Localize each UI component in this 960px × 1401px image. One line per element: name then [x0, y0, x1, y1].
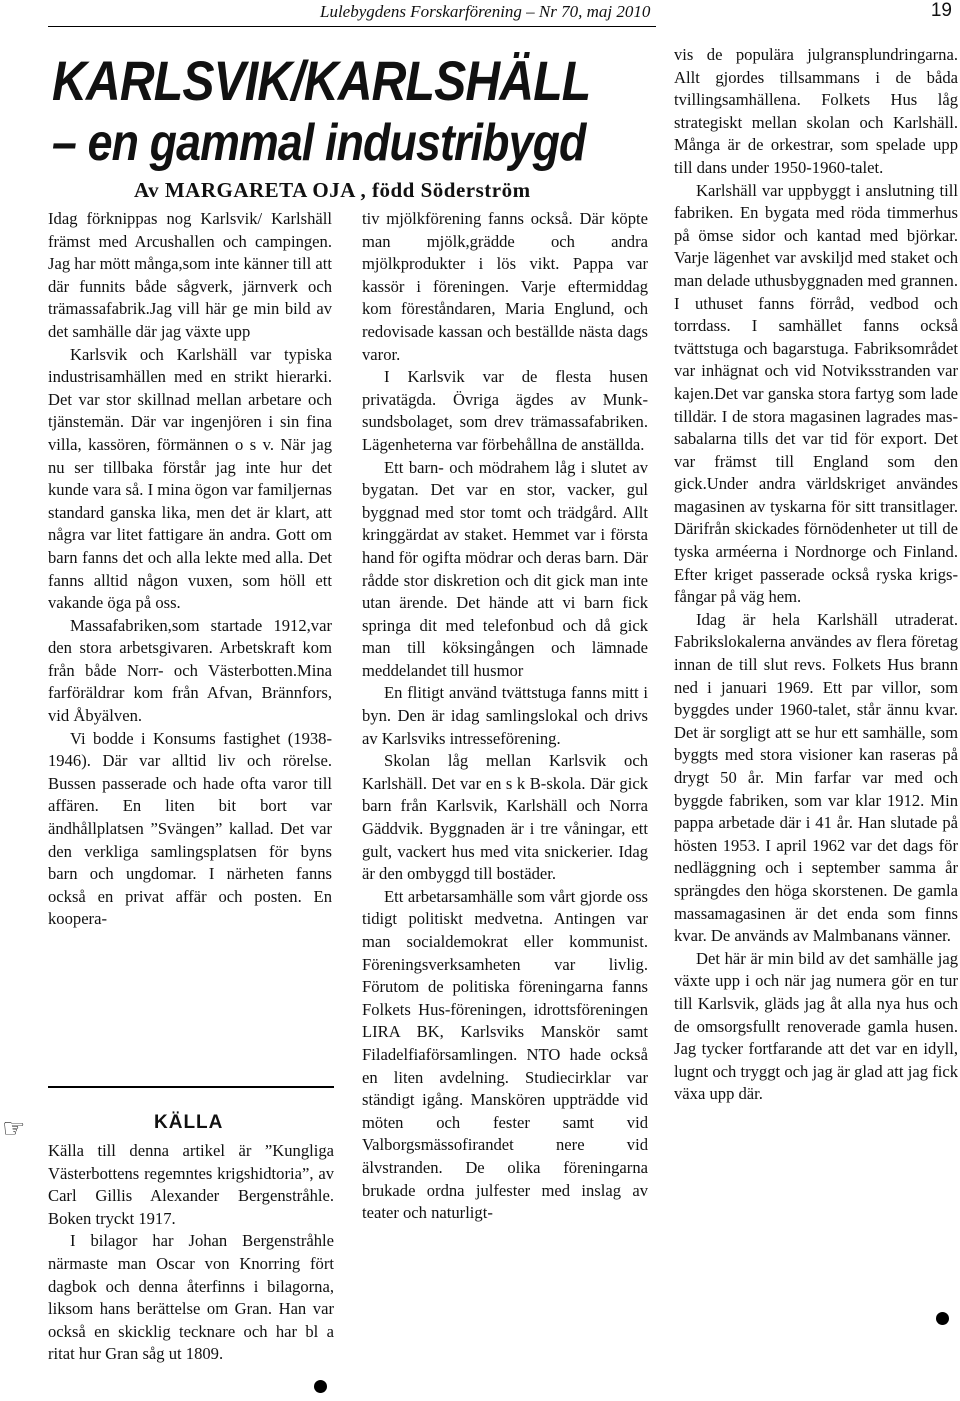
article-subtitle: – en gammal industribygd [52, 114, 586, 172]
paragraph: Det här är min bild av det samhälle jag växte upp i och när jag numera gör en tur till Karlsvik, gläds jag åt alla nya hus och de omsorgsfullt renoverade gamla husen. Jag tycker fortfarande att det var en idyll, lugnt och tryggt och jag är glad att jag fick växa upp där. [674, 948, 958, 1104]
section-divider [48, 1086, 334, 1088]
journal-title: Lulebygdens Forskarförening – Nr 70, maj 2010 [320, 2, 651, 21]
paragraph: Vi bodde i Konsums fastighet (1938-1946). Där var alltid liv och rörelse. Bussen passerade och hade ofta varor till affären. En liten bit bort var ändhållplatsen ”Svängen” kallad. Det var den verkliga samlingsplatsen för byns barn och ungdomar. I närheten fanns också en privat affär och posten. En koopera- [48, 728, 332, 929]
paragraph: Karlshäll var uppbyggt i anslutning till fabriken. En bygata med röda timmerhus på ömse sidor och kantad med björkar. Varje lägenhet var avskiljd med staket och man delade uthusbyggnaden med grannen. I uthuset fanns förråd, vedbod och torrdass. I samhället fanns också tvättstuga och bagarstuga. Fabriksområdet var inhägnat och vid Notviksstranden var kajen.Det var ganska stora fartyg som lade tilldär. I de stora magasinen lagrades massabalarna tills det var tid för export. Det var främst till England som den gick.Under andra världskriget användes magasinen av tyskarna för sitt transitlager. Därifrån skickades förnödenheter ut till de tyska arméerna i Nordnorge och Finland. Efter kriget passerade också ryska krigsfångar på väg hem. [674, 180, 958, 607]
filled-circle-icon [936, 1312, 949, 1325]
source-heading: KÄLLA [154, 1112, 224, 1133]
paragraph: tiv mjölkförening fanns också. Där köpte man mjölk,grädde och andra mjölkprodukter i lös vikt. Pappa var kassör i föreningen. Varje eftermiddag kom föreståndaren, Maria Englund, och redovisade kassan och beställde nästa dags varor. [362, 209, 648, 364]
column-1 [48, 208, 332, 931]
paragraph: Källa till denna artikel är ”Kungliga Västerbottens regemntes krigshidtoria”, av Carl Gillis Alexander Bergenstråhle. Boken tryckt 1917. [48, 1141, 334, 1228]
paragraph: Ett barn- och mödrahem låg i slutet av bygatan. Det var en stor, vacker, gul byggnad med stor tomt och trädgård. Allt kringgärdat av staket. Hemmet var i första hand för ogifta mödrar och deras barn. Där rådde stor diskretion och dit gick man inte utan ärende. Det hände att vi barn fick springa dit med telefonbud och då gick man till köksingången och lämnade meddelandet till husmor [362, 457, 648, 680]
filled-circle-icon [314, 1380, 327, 1393]
paragraph: En flitigt använd tvättstuga fanns mitt i byn. Den är idag samlingslokal och drivs av Karlsviks intresseförening. [362, 683, 648, 748]
column-2 [362, 208, 648, 1225]
column-3 [674, 44, 958, 1106]
paragraph: I Karlsvik var de flesta husen privatägda. Övriga ägdes av Munksundsbolaget, som drev trämassafabriken. Lägenheterna var förbehållna de anställda. [362, 367, 648, 454]
article-byline: Av MARGARETA OJA , född Söderström [134, 178, 531, 202]
paragraph: Idag är hela Karlshäll utraderat. Fabrikslokalerna användes av flera företag innan de till slut revs. Folkets Hus brann ned i januari 1969. Ett par villor, som byggdes under 1960-talet, står ännu kvar. Det är sorgligt att se hur ett samhälle, som byggts med stora visioner kan raseras på drygt 50 år. Min farfar var med och byggde fabriken, som var klar 1912. Min pappa arbetade där i 41 år. Han slutade på hösten 1953. I april 1962 var det dags för nedläggning och i september samma år sprängdes den höga skorstenen. De gamla massamagasinen är det enda som finns kvar. De används av Malmbanans vänner. [674, 609, 958, 946]
paragraph: Karlsvik och Karlshäll var typiska industrisamhällen med en strikt hierarki. Det var stor skillnad mellan arbetare och tjänstemän. Där var ingenjören i sin fina villa, kassören, förmännen o s v. När jag nu ser tillbaka förstår jag inte hur det kunde vara så. I mina ögon var familjernas standard ganska lika, men det är klart, att några var litet fattigare än andra. Gott om barn fanns det och alla lekte med alla. Det fanns alltid någon vuxen, som höll ett vakande öga på oss. [48, 344, 332, 613]
paragraph: vis de populära julgransplundringarna. Allt gjordes tillsammans i de båda tvillingsamhällena. Folkets Hus låg strategiskt mellan skolan och Karlshäll. Många är de orkestrar, som spelade upp till dans under 1950-1960-talet. [674, 45, 958, 177]
page-header [0, 0, 960, 26]
page-number: 19 [930, 0, 952, 21]
paragraph: Massafabriken,som startade 1912,var den stora arbetsgivaren. Arbetskraft kom från både Norr- och Västerbotten.Mina farföräldrar kom från Afvan, Brännfors, vid Åbyälven. [48, 615, 332, 726]
paragraph: Idag förknippas nog Karlsvik/ Karlshäll främst med Arcushallen och campingen. Jag har mött många,som inte känner till att där funnits både sågverk, järnverk och trämassafabrik.Jag vill här ge min bild av det samhälle där jag växte upp [48, 209, 332, 341]
hand-pointing-right-icon: ☞ [2, 1114, 26, 1144]
header-rule [48, 26, 656, 27]
source-box [48, 1140, 334, 1366]
paragraph: I bilagor har Johan Bergenstråhle närmaste man Oscar von Knorring fört dagbok och denna återfinns i bilagorna, liksom hans berättelse om Gran. Han var också en skicklig tecknare och har bl a ritat hur Gran såg ut 1809. [48, 1231, 334, 1364]
paragraph: Skolan låg mellan Karlsvik och Karlshäll. Det var en s k B-skola. Där gick barn från Karlsvik, Karlshäll och Norra Gäddvik. Byggnaden är i tre våningar, ett gult, vackert hus med vita snickerier. Idag är den ombyggd till bostäder. [362, 751, 648, 884]
paragraph: Ett arbetarsamhälle som vårt gjorde oss tidigt politiskt medvetna. Antingen var man socialdemokrat eller kommunist. Föreningsverksamheten var livlig. Förutom de politiska föreningarna fanns Folkets Hus-föreningen, idrottsföreningen LIRA BK, Karlsviks Manskör samt Filadelfiaförsamlingen. NTO hade också en liten avdelning. Studiecirklar var ständigt igång. Manskören uppträdde vid möten och fester samt vid Valborgsmässofirandet nere vid älvstranden. De olika föreningarna brukade ordna julfester med inslag av teater och naturligt- [362, 886, 648, 1223]
article-title: KARLSVIK/KARLSHÄLL [52, 49, 591, 112]
